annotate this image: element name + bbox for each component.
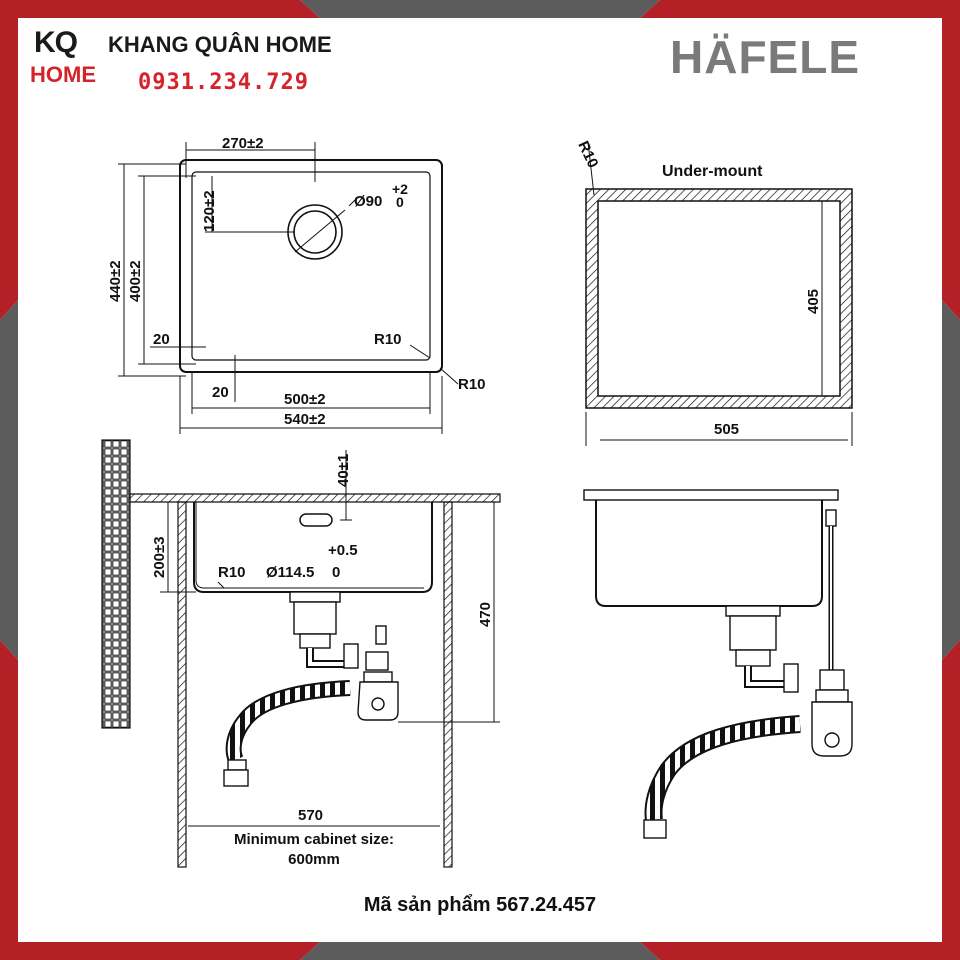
hose-icon <box>224 688 350 786</box>
dim-bottom-margin: 20 <box>212 384 229 401</box>
dim-drain-offset: 40±1 <box>335 453 352 487</box>
dim-inner-radius: R10 <box>374 331 402 348</box>
cabinet-note-line2: 600mm <box>288 851 340 868</box>
cabinet-right-panel <box>444 502 452 867</box>
dim-hole-offset-y: 120±2 <box>201 190 218 232</box>
drain-hole-icon <box>288 205 345 259</box>
dim-inner-height: 400±2 <box>127 260 144 302</box>
section-radius-label: R10 <box>218 564 246 581</box>
cutout-dim-height: 405 <box>805 288 822 314</box>
phone-number: 0931.234.729 <box>138 70 309 95</box>
dim-cabinet-height: 470 <box>477 601 494 627</box>
cabinet-note-line1: Minimum cabinet size: <box>233 831 395 848</box>
section-view <box>102 440 500 867</box>
side-view-hose <box>644 724 800 838</box>
dim-side-margin: 20 <box>153 331 170 348</box>
wall-tiles <box>102 440 130 728</box>
siphon-icon <box>290 592 398 720</box>
logo-subtext: HOME <box>30 62 96 87</box>
dim-outlet-diameter: Ø114.5 <box>266 564 315 581</box>
overflow-slot <box>300 514 332 526</box>
logo-text: KQ <box>34 26 77 59</box>
dim-drain-tolerance-plus: +2 <box>392 181 408 197</box>
product-code: Mã sản phẩm 567.24.457 <box>363 894 597 916</box>
dim-inner-width: 500±2 <box>284 391 326 408</box>
dim-drain-tolerance-zero: 0 <box>396 194 404 210</box>
dim-drain-diameter: Ø90 <box>354 193 383 210</box>
countertop <box>130 494 500 502</box>
dim-outer-width: 540±2 <box>284 411 326 428</box>
shop-name: KHANG QUÂN HOME <box>108 32 332 57</box>
dim-bowl-depth: 200±3 <box>151 536 168 578</box>
cutout-title: Under-mount <box>662 163 763 180</box>
dim-cabinet-width: 570 <box>298 807 324 824</box>
dim-outlet-tolerance-zero: 0 <box>332 564 341 581</box>
cabinet-left-panel <box>178 502 186 867</box>
dim-outer-radius: R10 <box>458 376 486 393</box>
dim-outlet-tolerance-plus: +0.5 <box>328 542 358 559</box>
sink-side-view <box>584 490 852 756</box>
dim-hole-offset-x: 270±2 <box>222 135 264 152</box>
hafele-logo: HÄFELE <box>670 31 860 83</box>
dim-outer-height: 440±2 <box>107 260 124 302</box>
cutout-dim-width: 505 <box>714 421 740 438</box>
cutout-radius-label: R10 <box>574 138 602 171</box>
